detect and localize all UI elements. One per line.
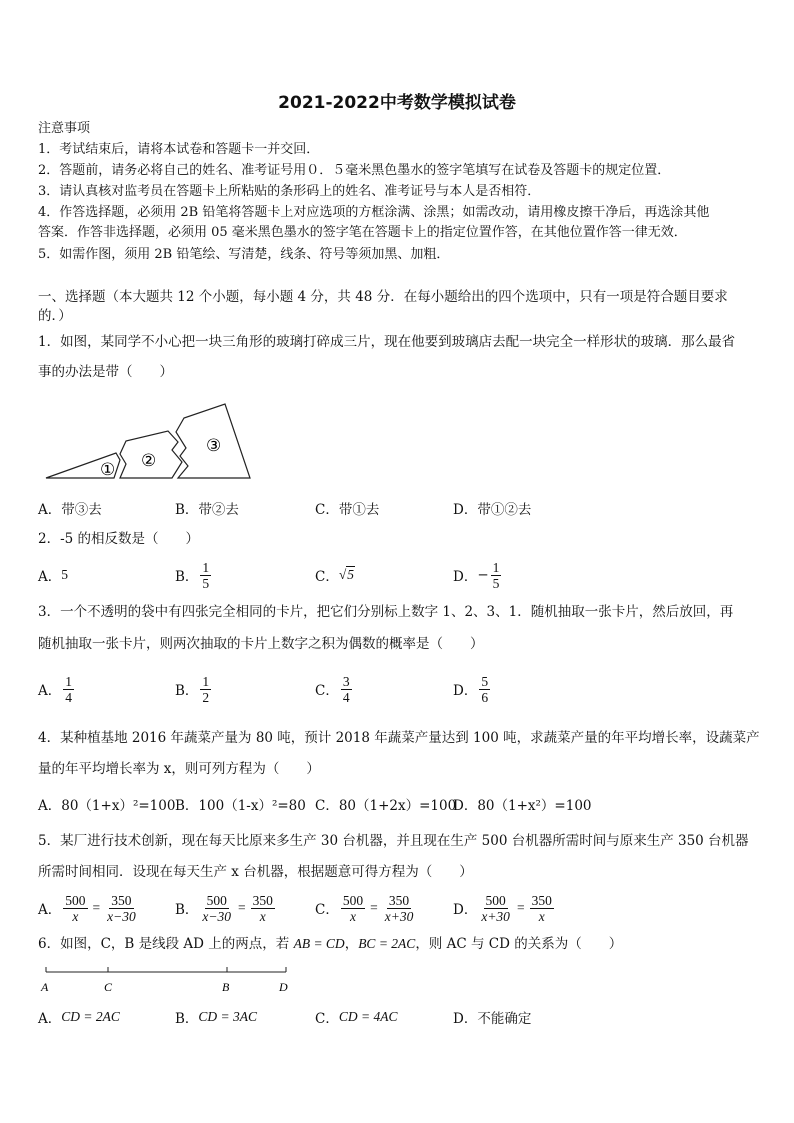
denominator: x xyxy=(72,908,79,924)
exam-title: 2021-2022中考数学模拟试卷 xyxy=(278,93,516,113)
notice-item: 5．如需作图，须用 2B 铅笔绘、写清楚，线条、符号等须加黑、加粗． xyxy=(38,247,450,262)
q4-stem-cont: 量的年平均增长率为 x，则可列方程为（ ） xyxy=(38,761,320,777)
fraction xyxy=(530,893,554,924)
piece-label-2: ② xyxy=(141,451,157,470)
q5-stem: 5．某厂进行技术创新，现在每天比原来多生产 30 台机器，并且现在生产 500 台机器所需时间与原来生产 350 台机器 xyxy=(38,833,749,849)
point-label-a: A xyxy=(41,980,49,994)
section-heading-cont: 的．） xyxy=(38,308,72,324)
section-heading: 一、选择题（本大题共 12 个小题，每小题 4 分，共 48 分．在每小题给出的四个选项中，只有一项是符合题目要求 xyxy=(38,289,728,305)
fraction xyxy=(341,674,352,705)
q4-option-a[interactable]: A．80（1+x）²=100 xyxy=(38,798,176,814)
numerator: 500 xyxy=(206,892,227,908)
numerator: 350 xyxy=(252,892,273,908)
q4-option-d[interactable]: D．80（1+x²）=100 xyxy=(453,798,592,814)
numerator: 5 xyxy=(481,673,489,689)
q6-stem-pre: 6．如图，C，B 是线段 AD 上的两点，若 xyxy=(38,936,294,952)
numerator: 1 xyxy=(202,559,210,575)
denominator: 2 xyxy=(202,689,210,705)
equals-sign: = xyxy=(92,900,101,915)
fraction xyxy=(383,893,416,924)
option-label: C． xyxy=(315,902,339,918)
notice-item: 4．作答选择题，必须用 2B 铅笔将答题卡上对应选项的方框涂满、涂黑；如需改动，请用橡皮擦干净后，再选涂其他 xyxy=(38,205,710,220)
denominator: 5 xyxy=(202,575,210,591)
notice-item: 3．请认真核对监考员在答题卡上所粘贴的条形码上的姓名、准考证号与本人是否相符． xyxy=(38,184,541,199)
q3-option-a[interactable] xyxy=(38,674,76,704)
equals-sign: = xyxy=(370,900,378,915)
q6-option-a[interactable] xyxy=(38,1002,120,1032)
fraction xyxy=(491,560,502,591)
fraction xyxy=(63,893,87,924)
option-value: CD = 2AC xyxy=(61,1009,120,1024)
option-label: B． xyxy=(175,902,199,918)
option-label: B． xyxy=(175,683,199,699)
q6-stem-post: ，则 AC 与 CD 的关系为（ ） xyxy=(415,936,623,952)
q1-stem: 1．如图，某同学不小心把一块三角形的玻璃打碎成三片，现在他要到玻璃店去配一块完全一样形状的玻璃．那么最省 xyxy=(38,334,736,350)
denominator: 6 xyxy=(481,689,489,705)
denominator: 5 xyxy=(492,575,500,591)
notice-heading: 注意事项 xyxy=(38,121,91,136)
piece-label-3: ③ xyxy=(206,436,222,455)
option-label: D． xyxy=(453,902,478,918)
numerator: 1 xyxy=(202,673,210,689)
equals-sign: = xyxy=(238,900,246,915)
denominator: 4 xyxy=(342,689,350,705)
q3-option-d[interactable] xyxy=(453,674,492,704)
q5-option-a[interactable] xyxy=(38,893,140,923)
option-label: B． xyxy=(175,1011,199,1027)
notice-item: 1．考试结束后，请将本试卷和答题卡一并交回． xyxy=(38,142,320,157)
q5-stem-cont: 所需时间相同．设现在每天生产 x 台机器，根据题意可得方程为（ ） xyxy=(38,864,473,880)
numerator: 500 xyxy=(485,892,506,908)
numerator: 350 xyxy=(388,892,410,908)
fraction xyxy=(105,893,138,924)
option-label: C． xyxy=(315,683,339,699)
q4-stem: 4．某种植基地 2016 年蔬菜产量为 80 吨，预计 2018 年蔬菜产量达到 100 吨，求蔬菜产量的年平均增长率，设蔬菜产 xyxy=(38,730,760,746)
q2-stem: 2．-5 的相反数是（ ） xyxy=(38,531,200,547)
q3-stem: 3．一个不透明的袋中有四张完全相同的卡片，把它们分别标上数字 1、2、3、1．随机抽取一张卡片，然后放回，再 xyxy=(38,604,734,620)
option-label: A． xyxy=(38,683,62,699)
option-label: D． xyxy=(453,1011,478,1027)
point-label-b: B xyxy=(222,980,230,994)
equals-sign: = xyxy=(516,900,525,915)
option-label: B． xyxy=(175,569,199,585)
denominator: x−30 xyxy=(107,908,136,924)
fraction xyxy=(341,893,365,924)
q1-option-d[interactable]: D．带①②去 xyxy=(453,502,532,518)
q1-option-b[interactable]: B．带②去 xyxy=(175,502,239,518)
option-value: CD = 3AC xyxy=(198,1009,258,1024)
option-value: 5 xyxy=(61,567,68,582)
notice-item: 答案．作答非选择题，必须用 05 毫米黑色墨水的签字笔在答题卡上的指定位置作答，在其他位置作答一律无效． xyxy=(38,225,687,240)
q1-stem-cont: 事的办法是带（ ） xyxy=(38,364,173,380)
point-label-c: C xyxy=(104,980,113,994)
fraction xyxy=(200,560,211,591)
numerator: 500 xyxy=(342,892,364,908)
q6-condition-1: AB = CD xyxy=(293,936,345,951)
fraction xyxy=(251,893,275,924)
q6-option-b[interactable] xyxy=(175,1002,257,1032)
piece-label-1: ① xyxy=(100,460,116,479)
denominator: x xyxy=(349,908,356,924)
q5-option-c[interactable] xyxy=(315,893,417,923)
radicand: 5 xyxy=(347,567,355,582)
fraction xyxy=(200,893,233,924)
q4-option-c[interactable]: C．80（1+2x）=100 xyxy=(315,798,457,814)
fraction xyxy=(63,674,74,705)
square-root: √5 xyxy=(338,567,355,582)
denominator: x xyxy=(259,908,266,924)
numerator: 1 xyxy=(65,673,72,689)
option-label: D． xyxy=(453,683,478,699)
segment-figure xyxy=(38,960,298,996)
q3-stem-cont: 随机抽取一张卡片，则两次抽取的卡片上数字之积为偶数的概率是（ ） xyxy=(38,636,484,652)
q4-option-b[interactable]: B．100（1-x）²=80 xyxy=(175,798,306,814)
q2-option-d[interactable] xyxy=(453,560,503,590)
numerator: 3 xyxy=(342,673,350,689)
denominator: 4 xyxy=(65,689,72,705)
q1-option-a[interactable]: A．带③去 xyxy=(38,502,102,518)
option-label: A． xyxy=(38,569,62,585)
fraction xyxy=(200,674,211,705)
broken-triangle-figure xyxy=(40,398,260,488)
q2-option-c[interactable] xyxy=(315,560,355,590)
option-label: C． xyxy=(315,569,339,585)
option-label: C． xyxy=(315,1011,339,1027)
q6-condition-2: BC = 2AC xyxy=(358,936,416,951)
q2-option-b[interactable] xyxy=(175,560,213,590)
option-label: A． xyxy=(38,902,62,918)
q3-option-b[interactable] xyxy=(175,674,213,704)
notice-item: 2．答题前，请务必将自己的姓名、准考证号用０．５毫米黑色墨水的签字笔填写在试卷及答题卡的规定位置． xyxy=(38,163,671,178)
numerator: 350 xyxy=(111,892,132,908)
numerator: 500 xyxy=(65,892,86,908)
option-value: CD = 4AC xyxy=(338,1009,398,1024)
fraction xyxy=(479,674,490,705)
q6-separator: ， xyxy=(344,936,359,952)
minus-sign: − xyxy=(477,567,489,583)
option-label: A． xyxy=(38,1011,62,1027)
denominator: x+30 xyxy=(384,908,414,924)
fraction xyxy=(479,893,512,924)
q1-option-c[interactable]: C．带①去 xyxy=(315,502,380,518)
numerator: 1 xyxy=(492,559,500,575)
numerator: 350 xyxy=(531,892,552,908)
q5-option-b[interactable] xyxy=(175,893,277,923)
denominator: x xyxy=(538,908,545,924)
q3-option-c[interactable] xyxy=(315,674,354,704)
q5-option-d[interactable] xyxy=(453,893,556,923)
option-value: 不能确定 xyxy=(477,1011,532,1027)
q2-option-a[interactable] xyxy=(38,560,68,590)
denominator: x−30 xyxy=(202,908,232,924)
point-label-d: D xyxy=(279,980,288,994)
denominator: x+30 xyxy=(481,908,510,924)
q6-option-d[interactable] xyxy=(453,1002,531,1032)
q6-option-c[interactable] xyxy=(315,1002,397,1032)
q6-stem xyxy=(38,936,622,952)
option-label: D． xyxy=(453,569,478,585)
